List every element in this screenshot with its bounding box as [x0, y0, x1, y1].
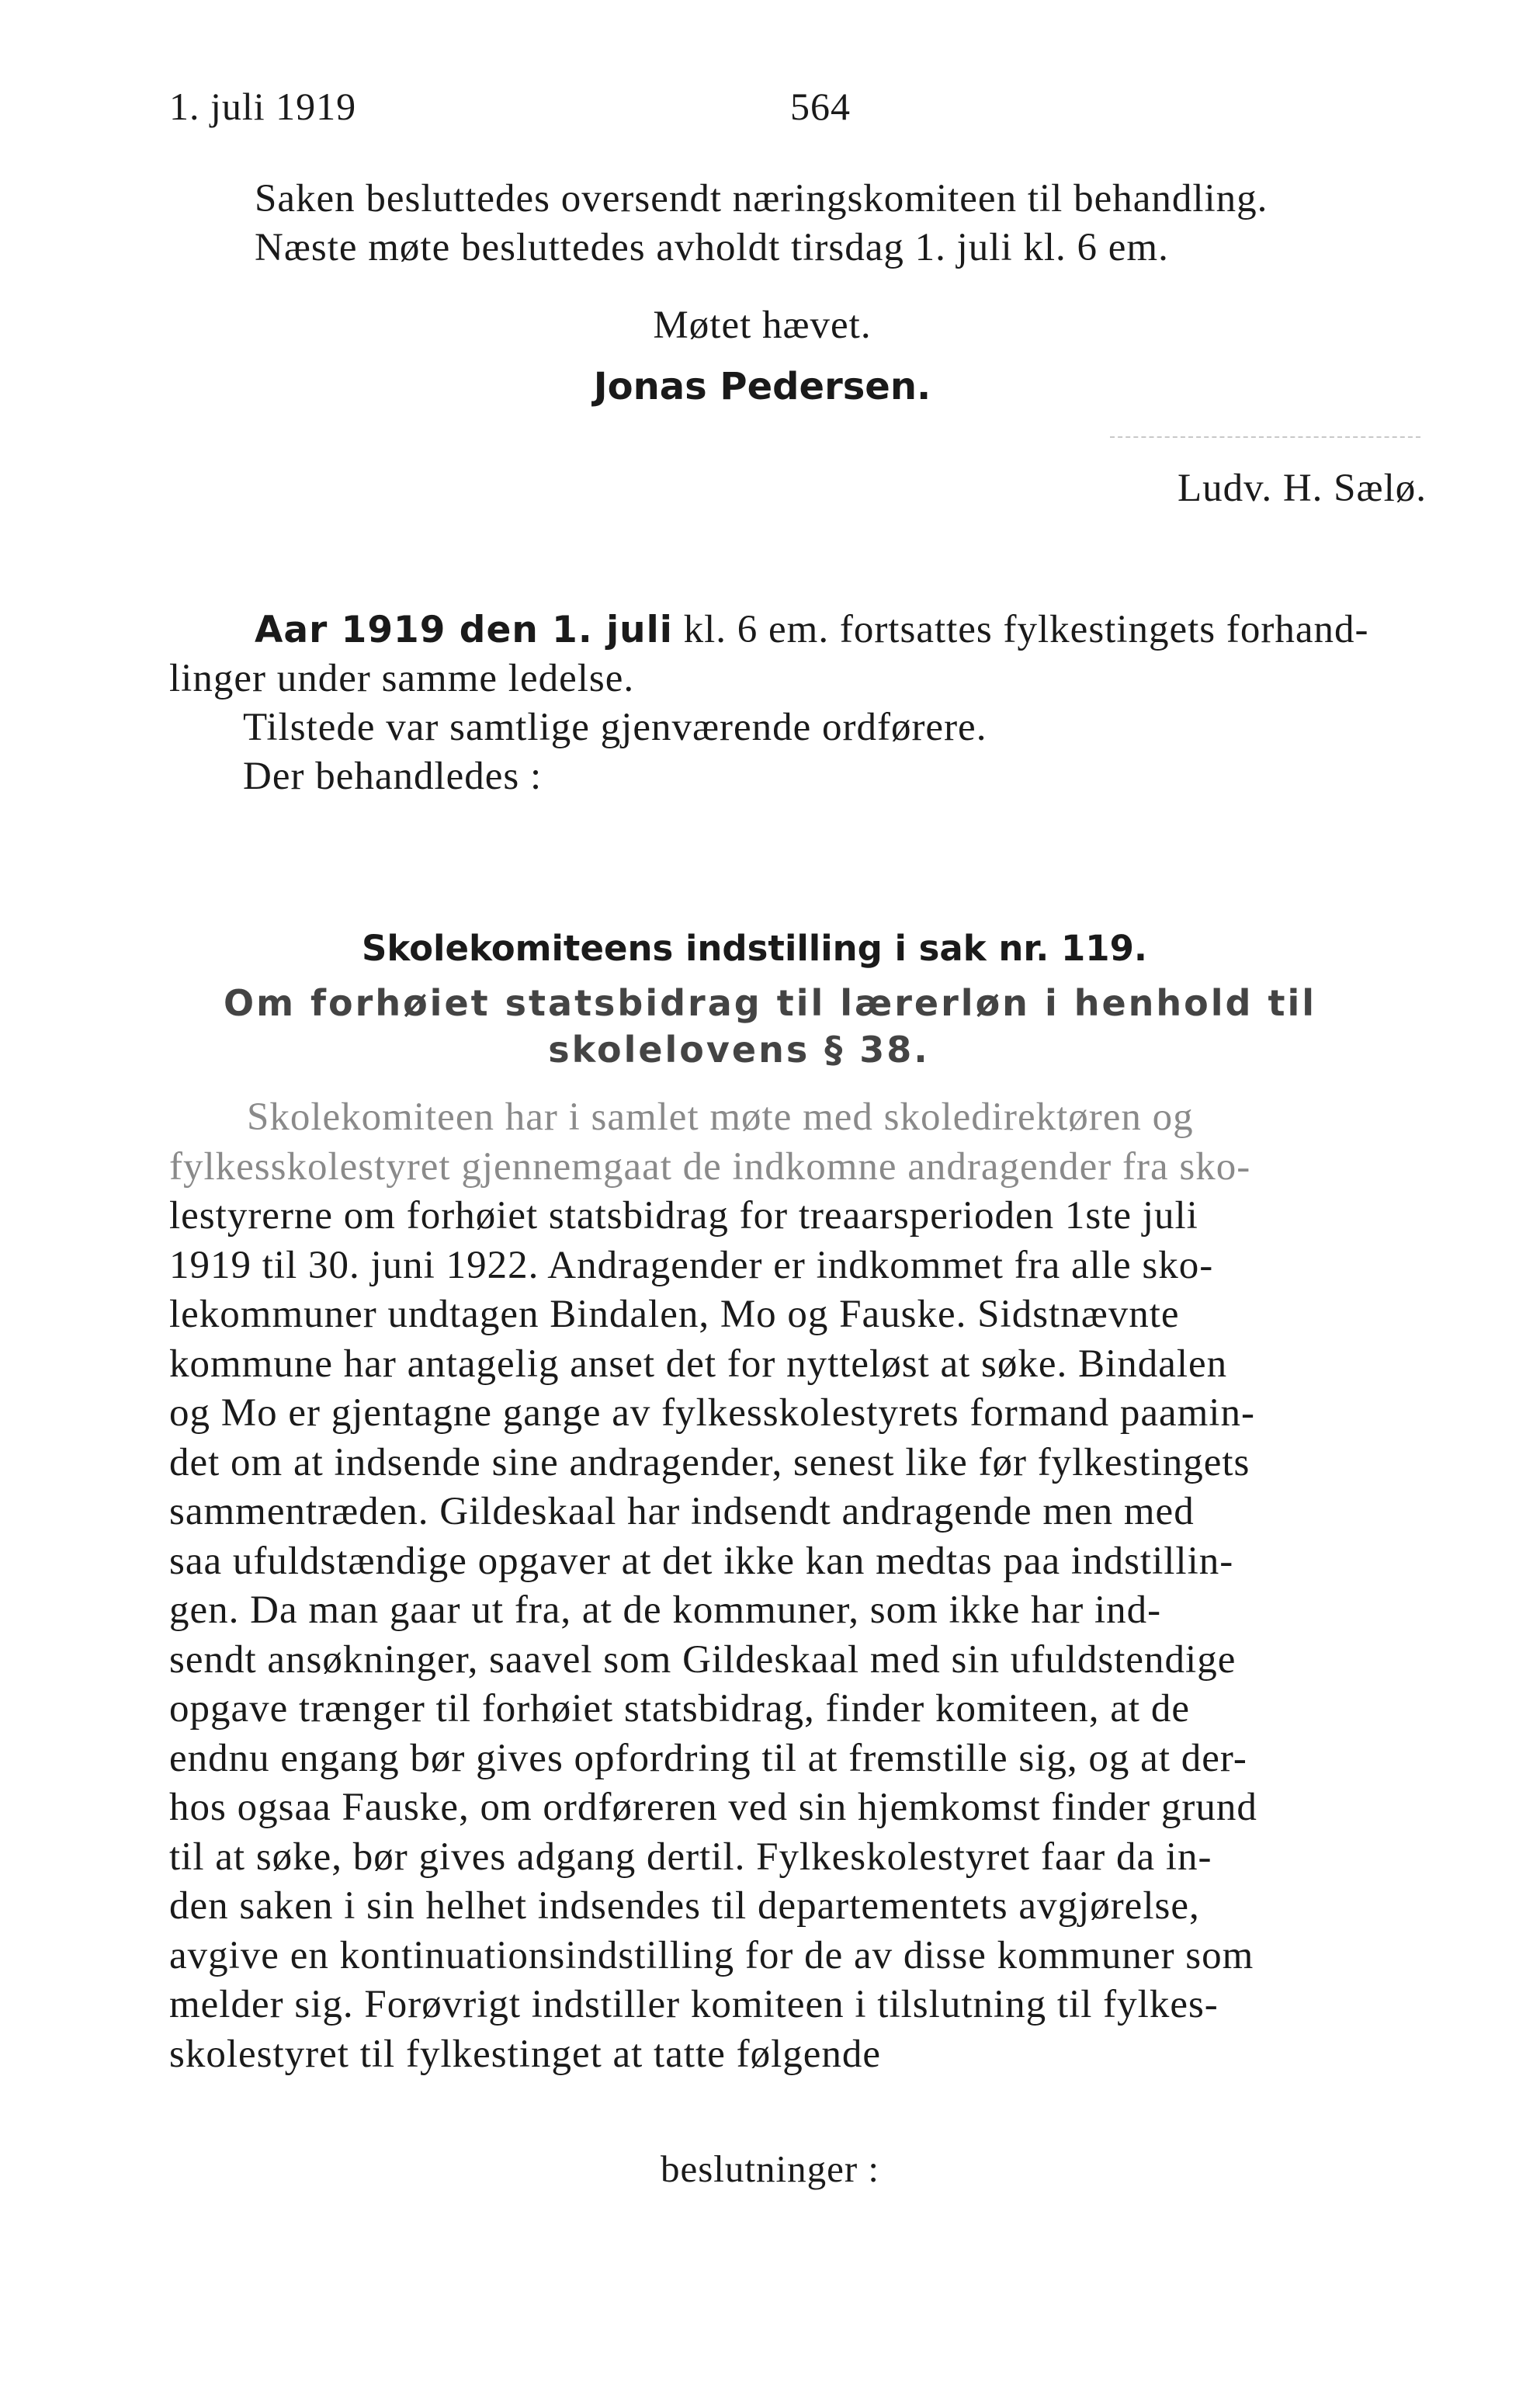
section-subheading-line-2: skolelovens § 38. [548, 1029, 930, 1071]
text-line: Saken besluttedes oversendt næringskomiteen til behandling. [255, 177, 1268, 220]
divider [1110, 436, 1420, 438]
text-line: Næste møte besluttedes avholdt tirsdag 1. juli kl. 6 em. [255, 226, 1169, 269]
text-line: lekommuner undtagen Bindalen, Mo og Fauske. Sidstnævnte [169, 1293, 1180, 1336]
text-line: gen. Da man gaar ut fra, at de kommuner, som ikke har ind- [169, 1588, 1162, 1632]
text-line: saa ufuldstændige opgaver at det ikke kan medtas paa indstillin- [169, 1539, 1234, 1583]
page-header [169, 84, 1427, 146]
session-date-lead: Aar 1919 den 1. juli [255, 609, 673, 651]
text-line: lestyrerne om forhøiet statsbidrag for treaarsperioden 1ste juli [169, 1194, 1198, 1238]
header-date: 1. juli 1919 [169, 85, 357, 128]
top-paragraph [169, 175, 1427, 273]
text-line: og Mo er gjentagne gange av fylkesskolestyrets formand paamin- [169, 1391, 1255, 1435]
text-line: avgive en kontinuationsindstilling for de av disse kommuner som [169, 1933, 1254, 1977]
text-line: hos ogsaa Fauske, om ordføreren ved sin hjemkomst finder grund [169, 1786, 1257, 1829]
text-line: sendt ansøkninger, saavel som Gildeskaal med sin ufuldstendige [169, 1637, 1237, 1682]
text-line: Der behandledes : [243, 755, 543, 798]
signature-chair: Jonas Pedersen. [593, 365, 931, 408]
text-line: opgave trænger til forhøiet statsbidrag, finder komiteen, at de [169, 1687, 1190, 1731]
section-subheading-line-1: Om forhøiet statsbidrag til lærerløn i henhold til [223, 982, 1316, 1024]
text-line: kommune har antagelig anset det for nytteløst at søke. Bindalen [169, 1342, 1228, 1386]
text-line: endnu engang bør gives opfordring til at fremstille sig, og at der- [169, 1736, 1247, 1780]
text-line: melder sig. Forøvrigt indstiller komiteen i tilslutning til fylkes- [169, 1983, 1219, 2026]
second-session-paragraph [169, 606, 1427, 801]
text-line: skolestyret til fylkestinget at tatte følgende [169, 2032, 882, 2076]
text-line: linger under samme ledelse. [169, 657, 635, 700]
text-line: det om at indsende sine andragender, senest like før fylkestingets [169, 1440, 1250, 1484]
text-line: sammentræden. Gildeskaal har indsendt andragende men med [169, 1490, 1195, 1533]
page-number: 564 [790, 85, 851, 128]
session-opening-line [169, 606, 1427, 654]
text-line: den saken i sin helhet indsendes til departementets avgjørelse, [169, 1884, 1200, 1928]
text-line: Skolekomiteen har i samlet møte med skoledirektøren og [247, 1095, 1194, 1139]
section-heading: Skolekomiteens indstilling i sak nr. 119. [362, 928, 1147, 969]
text-line: til at søke, bør gives adgang dertil. Fylkeskolestyret faar da in- [169, 1835, 1212, 1879]
text-line: fylkesskolestyret gjennemgaat de indkomne andragender fra sko- [169, 1144, 1251, 1189]
session-opening-rest: kl. 6 em. fortsattes fylkestingets forhand- [672, 608, 1369, 651]
text-line: Tilstede var samtlige gjenværende ordførere. [243, 706, 987, 749]
closing-word: beslutninger : [660, 2147, 880, 2190]
committee-body-text [169, 1093, 1427, 2079]
text-line: 1919 til 30. juni 1922. Andragender er indkommet fra alle sko- [169, 1243, 1214, 1287]
meeting-closed: Møtet hævet. [653, 304, 872, 347]
signature-secretary: Ludv. H. Sælø. [1178, 467, 1427, 510]
